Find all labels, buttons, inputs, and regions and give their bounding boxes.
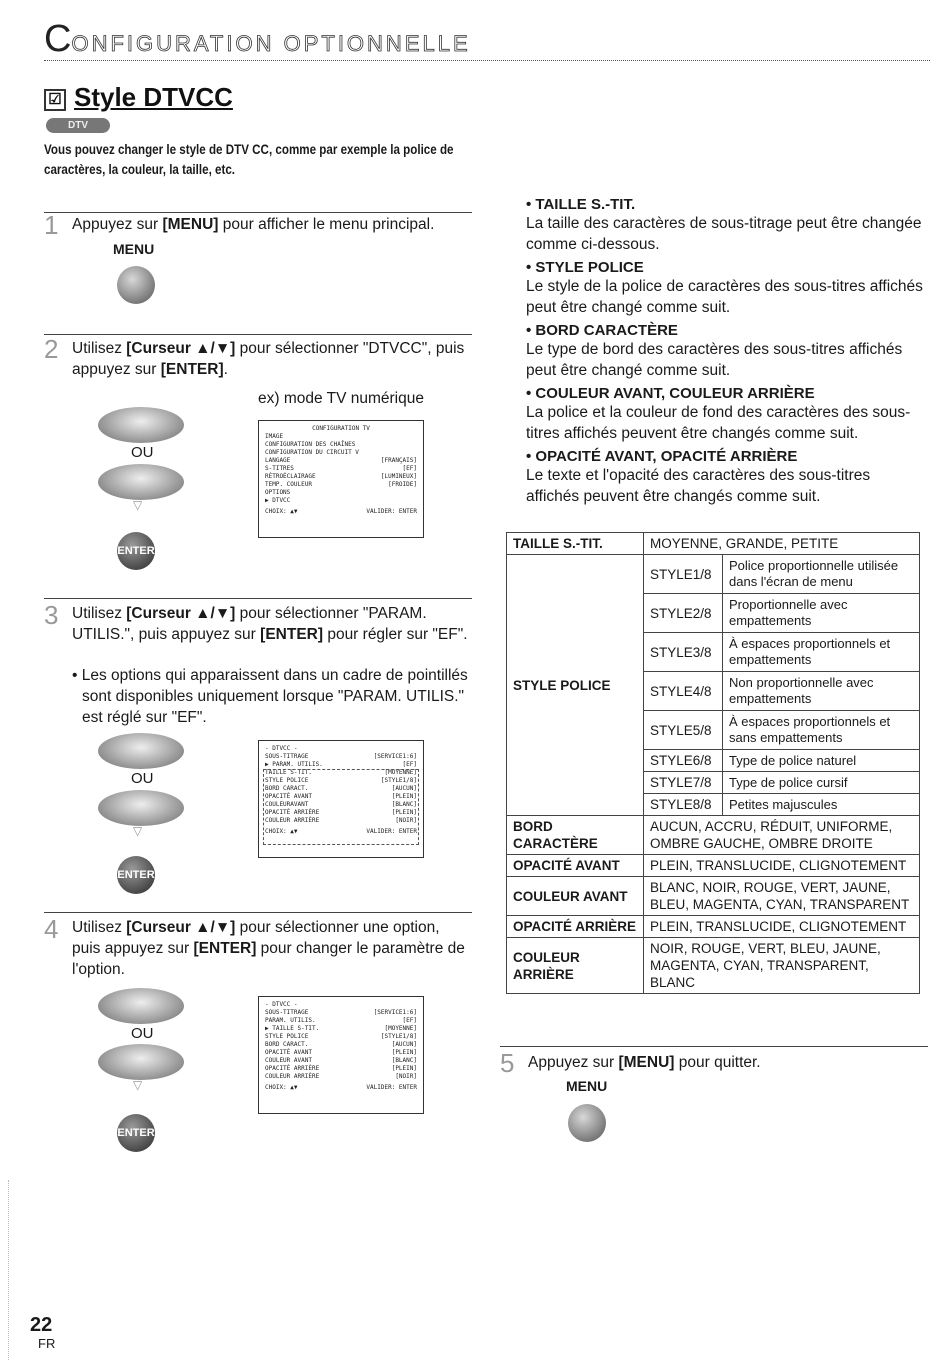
style-code: STYLE1/8 bbox=[644, 555, 723, 594]
screen-row-value: [LUMINEUX] bbox=[380, 473, 417, 480]
style-code: STYLE8/8 bbox=[644, 794, 723, 816]
menu-label: MENU bbox=[113, 241, 155, 257]
screen-row bbox=[265, 465, 417, 473]
dtv-badge: DTV bbox=[46, 118, 110, 133]
cursor-down-icon[interactable] bbox=[98, 1044, 184, 1080]
bullet-text: Le style de la police de caractères des sous-titres affichés peut être changé comme suit. bbox=[526, 278, 923, 316]
enter-button-icon[interactable]: ENTER bbox=[117, 856, 155, 894]
step-3-note: • Les options qui apparaissent dans un cadre de pointillés sont disponibles uniquement lorsque "PARAM. UTILIS." est réglé sur "EF". bbox=[72, 667, 468, 726]
screen-row-label: ▶ TAILLE S-TIT. bbox=[265, 1025, 320, 1032]
style-desc: Non proportionnelle avec empattements bbox=[723, 672, 920, 711]
bullet-heading: • BORD CARACTÈRE bbox=[526, 322, 678, 339]
screen-row-value: [BLANC] bbox=[391, 1057, 417, 1064]
screen-row bbox=[265, 1057, 417, 1065]
screen-row-value: [EF] bbox=[402, 761, 417, 768]
screen-row-label: IMAGE bbox=[265, 433, 284, 440]
bullet-heading: • COULEUR AVANT, COULEUR ARRIÈRE bbox=[526, 385, 815, 402]
menu-button-icon[interactable] bbox=[117, 266, 155, 304]
step-number: 3 bbox=[44, 600, 59, 630]
cursor-down-icon[interactable] bbox=[98, 790, 184, 826]
down-arrow-icon: ▽ bbox=[133, 498, 143, 512]
step-number: 2 bbox=[44, 334, 59, 364]
screen-row-value: [NOIR] bbox=[395, 817, 417, 824]
screen-row bbox=[265, 1017, 417, 1025]
screen-footer bbox=[265, 1084, 417, 1092]
screen-row-label: ▶ DTVCC bbox=[265, 497, 291, 504]
bullet-text: Le type de bord des caractères des sous-titres affichés peut être changé comme suit. bbox=[526, 341, 903, 379]
screen-title: CONFIGURATION TV bbox=[312, 425, 370, 432]
screen-row-value: [PLEIN] bbox=[391, 1049, 417, 1056]
table-value: BLANC, NOIR, ROUGE, VERT, JAUNE, BLEU, MAGENTA, CYAN, TRANSPARENT bbox=[644, 877, 920, 916]
section-title bbox=[44, 82, 233, 113]
screen-title: - DTVCC - bbox=[265, 1001, 298, 1008]
style-code: STYLE3/8 bbox=[644, 633, 723, 672]
table-key: TAILLE S.-TIT. bbox=[507, 533, 644, 555]
menu-button-icon[interactable] bbox=[568, 1104, 606, 1142]
screen-footer-left: CHOIX: ▲▼ bbox=[265, 828, 298, 835]
screen-row-label: BORD CARACT. bbox=[265, 1041, 309, 1048]
screen-row bbox=[265, 1041, 417, 1049]
screen-row-value: [FROIDE] bbox=[388, 481, 417, 488]
step-5-text: Appuyez sur [MENU] pour quitter. bbox=[528, 1054, 761, 1071]
screen-row-label: COULEUR AVANT bbox=[265, 1057, 312, 1064]
screen-row bbox=[265, 481, 417, 489]
screen-row-value: [SERVICE1:6] bbox=[373, 1009, 417, 1016]
screen-row-value: [STYLE1/8] bbox=[380, 1033, 417, 1040]
intro-text: Vous pouvez changer le style de DTV CC, comme par exemple la police de caractères, la couleur, la taille, etc. bbox=[44, 142, 454, 177]
screen-row-label: RÉTROÉCLAIRAGE bbox=[265, 473, 316, 480]
screen-row bbox=[265, 457, 417, 465]
screen-row bbox=[265, 1009, 417, 1017]
screen-row-label: OPACITÉ ARRIÈRE bbox=[265, 1065, 320, 1072]
screen-row-label: ▶ PARAM. UTILIS. bbox=[265, 761, 323, 768]
screen-row bbox=[265, 489, 417, 497]
table-value: PLEIN, TRANSLUCIDE, CLIGNOTEMENT bbox=[644, 916, 920, 938]
table-key: BORD CARACTÈRE bbox=[507, 816, 644, 855]
page-number: 22 bbox=[30, 1314, 53, 1336]
table-key: OPACITÉ ARRIÈRE bbox=[507, 916, 644, 938]
screen-row bbox=[265, 497, 417, 505]
screen-row bbox=[265, 473, 417, 481]
dtvcc-menu-screen bbox=[258, 740, 424, 858]
screen-row-label: CONFIGURATION DES CHAÎNES bbox=[265, 441, 356, 448]
screen-row-label: COULEUR ARRIÈRE bbox=[265, 817, 320, 824]
screen-footer-right: VALIDER: ENTER bbox=[366, 828, 417, 835]
screen-row-label: COULEURAVANT bbox=[265, 801, 309, 808]
enter-button-icon[interactable]: ENTER bbox=[117, 532, 155, 570]
tv-menu-screen bbox=[258, 420, 424, 538]
margin-rule bbox=[8, 1180, 9, 1360]
step-divider bbox=[44, 334, 472, 335]
screen-footer-right: VALIDER: ENTER bbox=[366, 1084, 417, 1091]
screen-row-label: SOUS-TITRAGE bbox=[265, 753, 309, 760]
bullet-text: Le texte et l'opacité des caractères des sous-titres affichés peuvent être changés comme suit. bbox=[526, 467, 871, 505]
table-key: COULEUR ARRIÈRE bbox=[507, 938, 644, 994]
screen-row-label: STYLE POLICE bbox=[265, 777, 309, 784]
style-desc: À espaces proportionnels et sans empattements bbox=[723, 711, 920, 750]
table-value: NOIR, ROUGE, VERT, BLEU, JAUNE, MAGENTA, CYAN, TRANSPARENT, BLANC bbox=[644, 938, 920, 994]
cursor-down-icon[interactable] bbox=[98, 464, 184, 500]
screen-row-value: [MOYENNE] bbox=[384, 1025, 417, 1032]
table-row bbox=[507, 816, 920, 855]
enter-button-icon[interactable]: ENTER bbox=[117, 1114, 155, 1152]
table-value: MOYENNE, GRANDE, PETITE bbox=[644, 533, 920, 555]
screen-row bbox=[265, 1065, 417, 1073]
table-key: COULEUR AVANT bbox=[507, 877, 644, 916]
screen-row-value: [NOIR] bbox=[395, 1073, 417, 1080]
bullet-text: La police et la couleur de fond des caractères des sous-titres affichés peuvent être changés comme suit. bbox=[526, 404, 911, 442]
step-divider bbox=[44, 212, 472, 213]
header-title: ONFIGURATION OPTIONNELLE bbox=[71, 31, 471, 56]
table-row bbox=[507, 938, 920, 994]
table-row bbox=[507, 555, 920, 594]
table-key: STYLE POLICE bbox=[507, 555, 644, 816]
screen-row bbox=[265, 1025, 417, 1033]
options-table bbox=[506, 532, 920, 994]
step-4-text: Utilisez [Curseur ▲/▼] pour sélectionner une option, puis appuyez sur [ENTER] pour changer le paramètre de l'option. bbox=[72, 919, 465, 978]
screen-row-value: [EF] bbox=[402, 465, 417, 472]
cursor-up-icon[interactable] bbox=[98, 988, 184, 1024]
down-arrow-icon: ▽ bbox=[133, 824, 143, 838]
or-label: OU bbox=[131, 444, 154, 461]
step-divider bbox=[500, 1046, 928, 1047]
screen-row bbox=[265, 761, 417, 769]
style-desc: Police proportionnelle utilisée dans l'écran de menu bbox=[723, 555, 920, 594]
screen-row bbox=[265, 441, 417, 449]
right-column bbox=[526, 196, 926, 511]
screen-row-label: S-TITRES bbox=[265, 465, 294, 472]
dotted-frame bbox=[263, 769, 419, 845]
menu-label: MENU bbox=[566, 1078, 608, 1094]
screen-row-label: TAILLE S-TIT. bbox=[265, 769, 312, 776]
screen-row-label: OPACITÉ AVANT bbox=[265, 793, 312, 800]
screen-row-value: [AUCUN] bbox=[391, 1041, 417, 1048]
style-desc: Type de police naturel bbox=[723, 750, 920, 772]
checkbox-icon: ☑ bbox=[44, 89, 66, 111]
screen-row-value: [BLANC] bbox=[391, 801, 417, 808]
step-2-text: Utilisez [Curseur ▲/▼] pour sélectionner "DTVCC", puis appuyez sur [ENTER]. bbox=[72, 340, 465, 378]
table-row bbox=[507, 877, 920, 916]
or-label: OU bbox=[131, 1025, 154, 1042]
screen-row bbox=[265, 1033, 417, 1041]
step-divider bbox=[44, 912, 472, 913]
style-desc: Proportionnelle avec empattements bbox=[723, 594, 920, 633]
style-desc: Type de police cursif bbox=[723, 772, 920, 794]
table-row bbox=[507, 855, 920, 877]
screen-footer-right: VALIDER: ENTER bbox=[366, 508, 417, 515]
style-desc: À espaces proportionnels et empattements bbox=[723, 633, 920, 672]
screen-row-label: OPACITÉ ARRIÈRE bbox=[265, 809, 320, 816]
table-value: AUCUN, ACCRU, RÉDUIT, UNIFORME, OMBRE GAUCHE, OMBRE DROITE bbox=[644, 816, 920, 855]
screen-row-label: COULEUR ARRIÈRE bbox=[265, 1073, 320, 1080]
table-row bbox=[507, 533, 920, 555]
screen-row bbox=[265, 449, 417, 457]
screen-row-value: [PLEIN] bbox=[391, 793, 417, 800]
screen-row-value: [FRANÇAIS] bbox=[380, 457, 417, 464]
step-number: 4 bbox=[44, 914, 59, 944]
step-number: 5 bbox=[500, 1048, 515, 1078]
bullet-heading: • OPACITÉ AVANT, OPACITÉ ARRIÈRE bbox=[526, 448, 798, 465]
header-rule bbox=[44, 60, 930, 61]
language-code: FR bbox=[38, 1336, 56, 1351]
screen-row bbox=[265, 1073, 417, 1081]
style-code: STYLE5/8 bbox=[644, 711, 723, 750]
bullet-heading: • STYLE POLICE bbox=[526, 259, 644, 276]
down-arrow-icon: ▽ bbox=[133, 1078, 143, 1092]
step-number: 1 bbox=[44, 210, 59, 240]
screen-row-value: [PLEIN] bbox=[391, 1065, 417, 1072]
screen-row-label: LANGAGE bbox=[265, 457, 291, 464]
screen-footer-left: CHOIX: ▲▼ bbox=[265, 508, 298, 515]
table-value: PLEIN, TRANSLUCIDE, CLIGNOTEMENT bbox=[644, 855, 920, 877]
screen-row bbox=[265, 433, 417, 441]
screen-row-value: [PLEIN] bbox=[391, 809, 417, 816]
style-code: STYLE6/8 bbox=[644, 750, 723, 772]
screen-row-label: CONFIGURATION DU CIRCUIT V bbox=[265, 449, 359, 456]
screen-footer bbox=[265, 508, 417, 516]
dtvcc-option-screen bbox=[258, 996, 424, 1114]
cursor-up-icon[interactable] bbox=[98, 733, 184, 769]
screen-row-value: [STYLE1/8] bbox=[380, 777, 417, 784]
screen-row-value: [MOYENNE] bbox=[384, 769, 417, 776]
step-divider bbox=[44, 598, 472, 599]
screen-row-label: OPTIONS bbox=[265, 489, 291, 496]
cursor-up-icon[interactable] bbox=[98, 407, 184, 443]
screen-row bbox=[265, 1049, 417, 1057]
screen-row-label: SOUS-TITRAGE bbox=[265, 1009, 309, 1016]
screen-row-value: [SERVICE1:6] bbox=[373, 753, 417, 760]
screen-footer-left: CHOIX: ▲▼ bbox=[265, 1084, 298, 1091]
bullet-text: La taille des caractères de sous-titrage peut être changée comme ci-dessous. bbox=[526, 215, 922, 253]
step-3-text: Utilisez [Curseur ▲/▼] pour sélectionner "PARAM. UTILIS.", puis appuyez sur [ENTER] pour régler sur "EF". bbox=[72, 605, 468, 643]
style-code: STYLE7/8 bbox=[644, 772, 723, 794]
screen-row-value: [AUCUN] bbox=[391, 785, 417, 792]
screen-row-label: OPACITÉ AVANT bbox=[265, 1049, 312, 1056]
page-header: CONFIGURATION OPTIONNELLE bbox=[44, 18, 471, 60]
step-1-text: Appuyez sur [MENU] pour afficher le menu principal. bbox=[72, 216, 435, 233]
screen-title: - DTVCC - bbox=[265, 745, 298, 752]
style-desc: Petites majuscules bbox=[723, 794, 920, 816]
screen-row-label: BORD CARACT. bbox=[265, 785, 309, 792]
table-key: OPACITÉ AVANT bbox=[507, 855, 644, 877]
screen-row bbox=[265, 753, 417, 761]
screen-row-label: TEMP. COULEUR bbox=[265, 481, 312, 488]
or-label: OU bbox=[131, 770, 154, 787]
screen-row-label: PARAM. UTILIS. bbox=[265, 1017, 316, 1024]
screen-row-label: STYLE POLICE bbox=[265, 1033, 309, 1040]
bullet-heading: • TAILLE S.-TIT. bbox=[526, 196, 636, 213]
style-code: STYLE2/8 bbox=[644, 594, 723, 633]
section-title-text: Style DTVCC bbox=[74, 82, 233, 112]
screen-row-value: [EF] bbox=[402, 1017, 417, 1024]
example-label: ex) mode TV numérique bbox=[258, 390, 424, 407]
style-code: STYLE4/8 bbox=[644, 672, 723, 711]
table-row bbox=[507, 916, 920, 938]
